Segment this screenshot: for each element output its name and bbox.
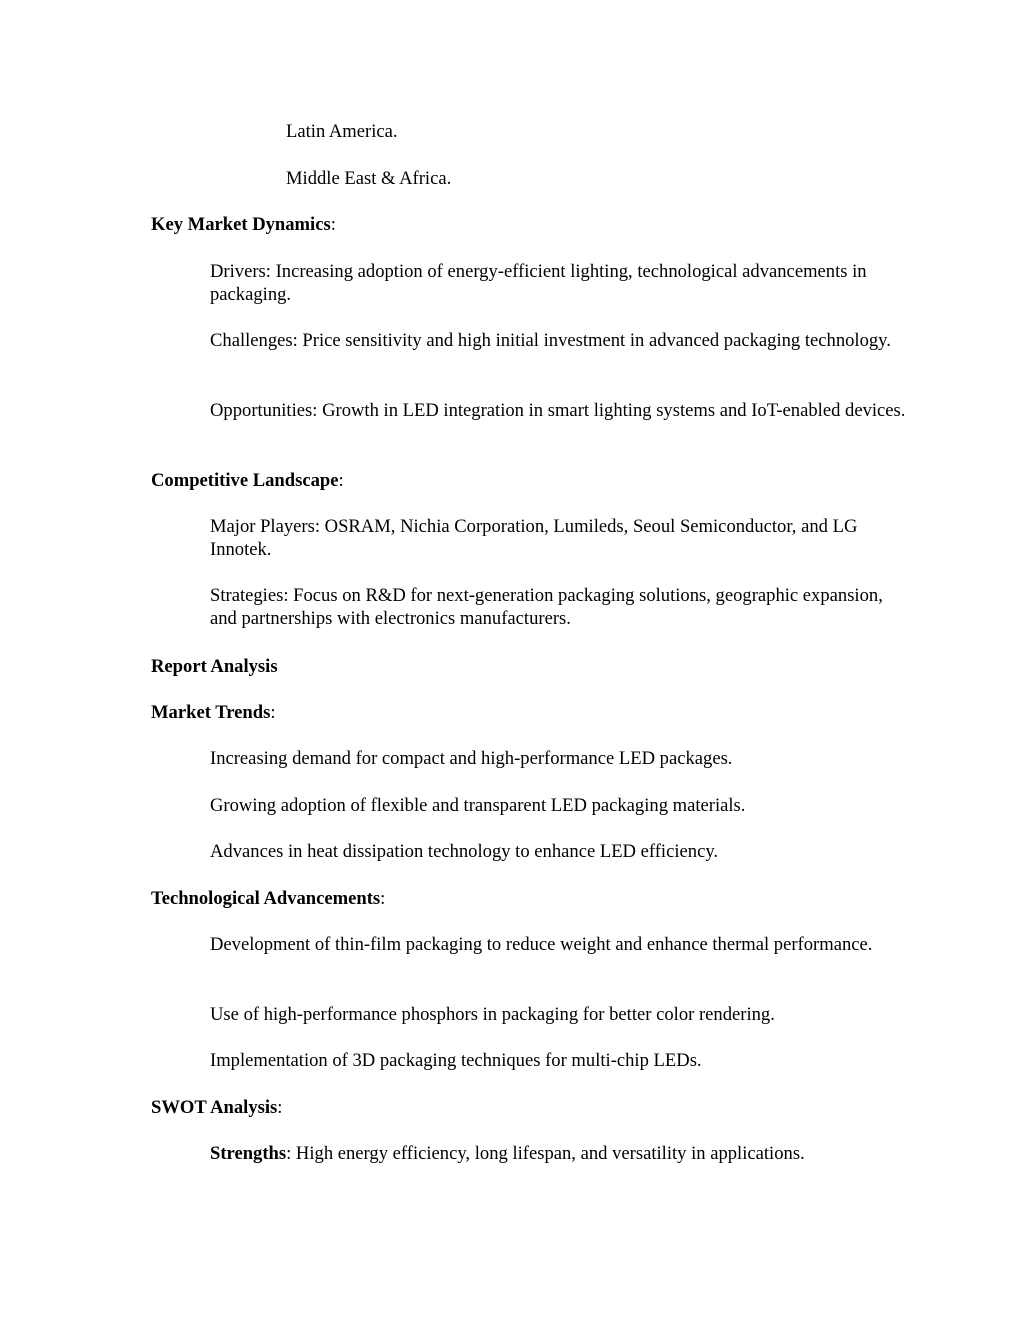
- section-heading-key-market-dynamics: [151, 213, 336, 236]
- heading-text: Market Trends: [151, 702, 271, 723]
- heading-colon: :: [380, 888, 386, 909]
- heading-colon: :: [277, 1097, 283, 1118]
- list-item-opportunities: Opportunities: Growth in LED integration in smart lighting systems and IoT-enabled devices.: [210, 400, 906, 421]
- section-heading-market-trends: [151, 701, 275, 724]
- section-heading-swot-analysis: [151, 1096, 282, 1119]
- heading-colon: :: [330, 214, 336, 235]
- heading-text: Key Market Dynamics: [151, 214, 331, 235]
- heading-text: Competitive Landscape: [151, 470, 339, 491]
- section-heading-technological-advancements: [151, 887, 385, 910]
- list-item-strategies: Strategies: Focus on R&D for next-generation packaging solutions, geographic expansion, and partnerships with electronics manufacturers.: [210, 585, 883, 630]
- heading-colon: :: [338, 470, 344, 491]
- strengths-text: : High energy efficiency, long lifespan, and versatility in applications.: [286, 1143, 805, 1164]
- list-item-challenges: Challenges: Price sensitivity and high initial investment in advanced packaging technology.: [210, 330, 891, 351]
- list-item-drivers: Drivers: Increasing adoption of energy-efficient lighting, technological advancements in packaging.: [210, 261, 867, 306]
- region-item-latin-america: Latin America.: [286, 121, 398, 142]
- list-item-trend-compact: Increasing demand for compact and high-performance LED packages.: [210, 748, 733, 769]
- list-item-strengths: [210, 1142, 910, 1165]
- list-item-thin-film: Development of thin-film packaging to reduce weight and enhance thermal performance.: [210, 934, 873, 955]
- heading-text: Report Analysis: [151, 656, 278, 677]
- heading-text: SWOT Analysis: [151, 1097, 278, 1118]
- strengths-label: Strengths: [210, 1143, 287, 1164]
- list-item-trend-heat: Advances in heat dissipation technology to enhance LED efficiency.: [210, 841, 719, 862]
- list-item-3d-packaging: Implementation of 3D packaging techniques for multi-chip LEDs.: [210, 1050, 702, 1071]
- heading-text: Technological Advancements: [151, 888, 381, 909]
- section-heading-competitive-landscape: [151, 469, 344, 492]
- list-item-phosphors: Use of high-performance phosphors in packaging for better color rendering.: [210, 1004, 775, 1025]
- heading-colon: :: [270, 702, 276, 723]
- section-heading-report-analysis: [151, 655, 278, 678]
- list-item-major-players: Major Players: OSRAM, Nichia Corporation, Lumileds, Seoul Semiconductor, and LG Innotek.: [210, 516, 858, 561]
- list-item-trend-flexible: Growing adoption of flexible and transparent LED packaging materials.: [210, 795, 746, 816]
- region-item-middle-east-africa: Middle East & Africa.: [286, 168, 452, 189]
